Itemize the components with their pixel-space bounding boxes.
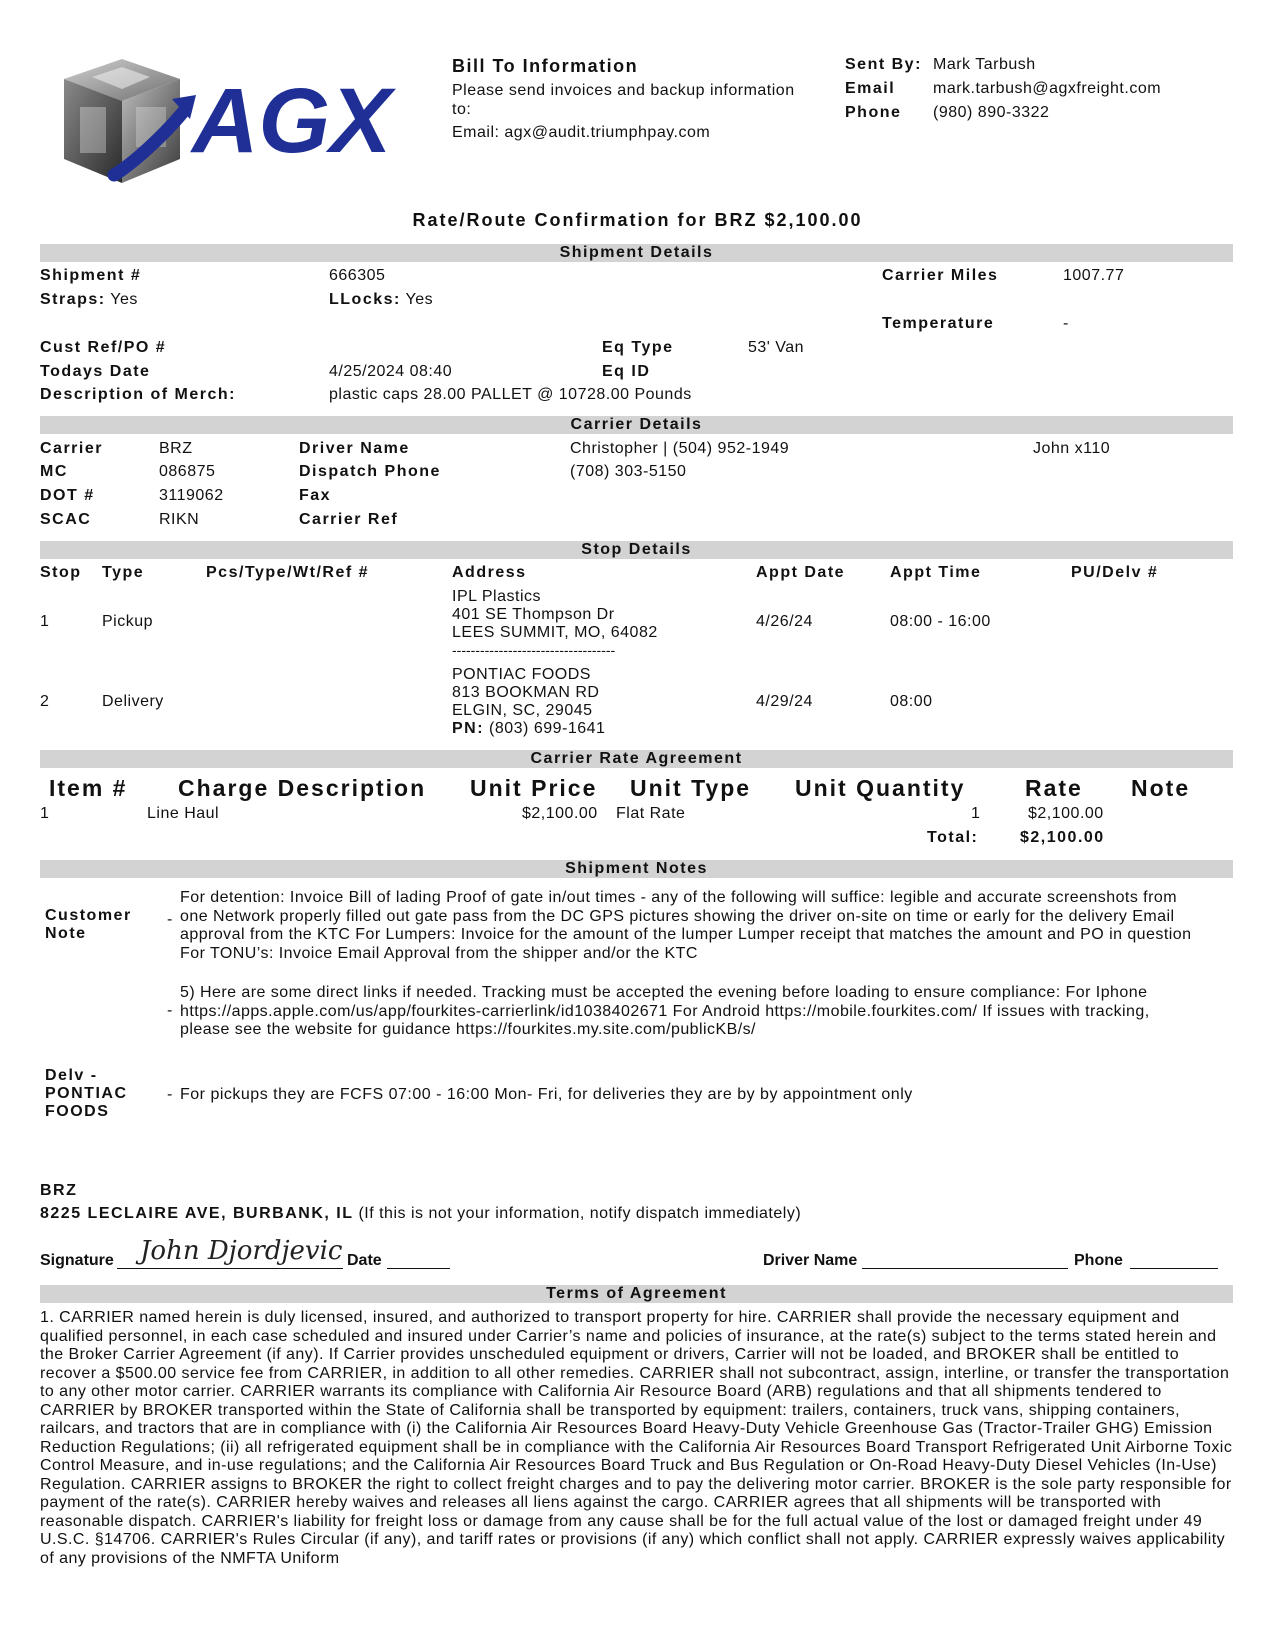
customer-note-label: Customer Note xyxy=(45,907,132,942)
mc-value: 086875 xyxy=(159,463,216,480)
sent-by-label: Sent By: xyxy=(845,56,922,73)
stop-col-pudelv: PU/Delv # xyxy=(1071,564,1159,581)
total-value: $2,100.00 xyxy=(1020,829,1105,846)
mc-label: MC xyxy=(40,463,68,480)
date-label: Date xyxy=(347,1252,382,1269)
rate-col-note: Note xyxy=(1131,775,1191,801)
shipment-no: 666305 xyxy=(329,267,386,284)
shipment-no-label: Shipment # xyxy=(40,267,142,284)
bill-to-line2: to: xyxy=(452,101,472,118)
signature-image: John Djordjevic xyxy=(140,1236,343,1266)
agx-logo xyxy=(52,55,412,205)
total-label: Total: xyxy=(927,829,979,846)
delivery-note-text: For pickups they are FCFS 07:00 - 16:00 Mon- Fri, for deliveries they are by by appointment only xyxy=(180,1086,913,1103)
stop-number: 2 xyxy=(40,693,50,710)
merch-label: Description of Merch: xyxy=(40,386,236,403)
bill-to-email[interactable]: Email: agx@audit.triumphpay.com xyxy=(452,124,711,141)
stop-appt-time: 08:00 xyxy=(890,693,933,710)
rate-desc: Line Haul xyxy=(147,805,220,822)
email-value[interactable]: mark.tarbush@agxfreight.com xyxy=(933,80,1162,97)
carrier-name: BRZ xyxy=(159,440,193,457)
stop-col-pcs: Pcs/Type/Wt/Ref # xyxy=(206,564,370,581)
carrier-miles: 1007.77 xyxy=(1063,267,1125,284)
pn-label: PN: xyxy=(452,720,485,737)
todays-date-label: Todays Date xyxy=(40,363,151,380)
logo-text: AGX xyxy=(192,70,392,172)
phone-label: Phone xyxy=(845,104,902,121)
stop-appt-date: 4/29/24 xyxy=(756,693,813,710)
stop-separator: ----------------------------------- xyxy=(452,642,616,658)
stop-col-stop: Stop xyxy=(40,564,82,581)
rate-unit-price: $2,100.00 xyxy=(522,805,598,822)
phone-value: (980) 890-3322 xyxy=(933,104,1050,121)
eqid-label: Eq ID xyxy=(602,363,651,380)
temperature-label: Temperature xyxy=(882,315,995,332)
rate-col-unit-type: Unit Type xyxy=(630,775,752,801)
carrier-address-name: BRZ xyxy=(40,1182,78,1199)
dot-label: DOT # xyxy=(40,487,95,504)
shipment-notes-header: Shipment Notes xyxy=(40,860,1233,878)
eqtype-label: Eq Type xyxy=(602,339,674,356)
agx-cube-icon xyxy=(52,55,412,205)
carrier-label: Carrier xyxy=(40,440,103,457)
rate-item: 1 xyxy=(40,805,50,822)
stop-address-line1: PONTIAC FOODS xyxy=(452,666,591,683)
stop-appt-time: 08:00 - 16:00 xyxy=(890,613,991,630)
rate-amount: $2,100.00 xyxy=(1028,805,1104,822)
carrier-address-notice: (If this is not your information, notify dispatch immediately) xyxy=(358,1205,802,1222)
stop-details-header: Stop Details xyxy=(40,541,1233,559)
note-dash: - xyxy=(167,1002,173,1019)
terms-text: 1. CARRIER named herein is duly licensed, insured, and authorized to transport property for hire. CARRIER shall provide the necessary equipment and qualified personnel, in each case scheduled and insured under Carrier’s name and policies of insurance, at the rate(s) subject to the terms stated herein and the Broker Carrier Agreement (if any). If Carrier provides unscheduled equipment or drivers, Carrier will not be loaded, and BROKER shall be entitled to recover a $500.00 service fee from CARRIER, in addition to all other remedies. CARRIER shall not subcontract, assign, interline, or transfer the transportation to any other motor carrier. CARRIER warrants its compliance with California Air Resource Board (ARB) regulations and that all shipments tendered to CARRIER by BROKER transported within the State of California shall be transported by equipment: trailers, containers, truck vans, shipping containers, railcars, and tractors that are in compliance with (i) the California Air Resources Board Heavy-Duty Vehicle Greenhouse Gas (Tractor-Trailer GHG) Emission Reduction Regulations; (ii) all refrigerated equipment shall be in compliance with the California Air Resources Board Transport Refrigerated Unit Airborne Toxic Control Measure, and in-use regulations; and the California Air Resources Board Truck and Bus Regulation or On-Road Heavy-Duty Diesel Vehicles (In-Use) Regulation. CARRIER assigns to BROKER the right to collect freight charges and to pay the delivering motor carrier. BROKER is the sole party responsible for payment of the rate(s). CARRIER hereby waives and releases all liens against the cargo. CARRIER agrees that all shipments will be transported with reasonable dispatch. CARRIER's liability for freight loss or damage from any cause shall be for the full actual value of the lost or damaged freight under 49 U.S.C. §14706. CARRIER's Rules Circular (if any), and tariff rates or provisions (if any) which conflict shall not apply. CARRIER expressly waives applicability of any provisions of the NMFTA Uniform xyxy=(40,1309,1233,1567)
llocks-label: LLocks: xyxy=(329,291,401,308)
carrier-ref-label: Carrier Ref xyxy=(299,511,399,528)
bill-to-title: Bill To Information xyxy=(452,56,639,76)
carrier-miles-label: Carrier Miles xyxy=(882,267,999,284)
stop-appt-date: 4/26/24 xyxy=(756,613,813,630)
rate-col-unit-price: Unit Price xyxy=(470,775,598,801)
dot-value: 3119062 xyxy=(159,487,224,504)
dispatch-label: Dispatch Phone xyxy=(299,463,441,480)
rate-col-desc: Charge Description xyxy=(178,775,427,801)
stop-address-line3: LEES SUMMIT, MO, 64082 xyxy=(452,624,658,641)
driver-label: Driver Name xyxy=(299,440,410,457)
scac-label: SCAC xyxy=(40,511,92,528)
note-dash: - xyxy=(167,1086,173,1103)
stop-address-line1: IPL Plastics xyxy=(452,588,541,605)
carrier-contact: John x110 xyxy=(1033,440,1111,457)
eqtype: 53' Van xyxy=(748,339,805,356)
rate-col-unit-qty: Unit Quantity xyxy=(795,775,966,801)
phone-line[interactable] xyxy=(1130,1268,1218,1269)
custref-label: Cust Ref/PO # xyxy=(40,339,167,356)
stop-col-address: Address xyxy=(452,564,527,581)
driver-name-line[interactable] xyxy=(862,1268,1068,1269)
stop-col-appt-time: Appt Time xyxy=(890,564,982,581)
date-line[interactable] xyxy=(387,1268,450,1269)
tracking-note-text: 5) Here are some direct links if needed. Tracking must be accepted the evening before loading to ensure compliance: For Iphone https://apps.apple.com/us/app/fourkites-carrierlink/id1038402671 For Android https://mobile.fourkites.com/ If issues with tracking, please see the website for guidance https://fourkites.my.site.com/publicKB/s/ xyxy=(180,984,1150,1038)
stop-address-line3: ELGIN, SC, 29045 xyxy=(452,702,593,719)
llocks-value: Yes xyxy=(405,291,434,308)
carrier-details-header: Carrier Details xyxy=(40,416,1233,434)
phone-sign-label: Phone xyxy=(1074,1252,1123,1269)
straps-value: Yes xyxy=(110,291,138,308)
rate-agreement-header: Carrier Rate Agreement xyxy=(40,750,1233,768)
sent-by-value: Mark Tarbush xyxy=(933,56,1036,73)
stop-type: Pickup xyxy=(102,613,154,630)
email-label: Email xyxy=(845,80,896,97)
bill-to-line1: Please send invoices and backup information xyxy=(452,82,795,99)
stop-col-appt-date: Appt Date xyxy=(756,564,846,581)
signature-line[interactable] xyxy=(117,1268,343,1269)
stop-type: Delivery xyxy=(102,693,164,710)
shipment-details-header: Shipment Details xyxy=(40,244,1233,262)
carrier-address: 8225 LECLAIRE AVE, BURBANK, IL xyxy=(40,1205,354,1222)
rate-qty: 1 xyxy=(971,805,981,822)
doc-title: Rate/Route Confirmation for BRZ $2,100.00 xyxy=(412,210,863,230)
signature-label: Signature xyxy=(40,1252,114,1269)
terms-header: Terms of Agreement xyxy=(40,1285,1233,1303)
driver-name-label: Driver Name xyxy=(763,1252,858,1269)
todays-date: 4/25/2024 08:40 xyxy=(329,363,453,380)
temperature: - xyxy=(1063,315,1069,332)
dispatch-value: (708) 303-5150 xyxy=(570,463,687,480)
rate-col-item: Item # xyxy=(49,775,128,801)
scac-value: RIKN xyxy=(159,511,200,528)
rate-unit-type: Flat Rate xyxy=(616,805,686,822)
stop-col-type: Type xyxy=(102,564,145,581)
merch: plastic caps 28.00 PALLET @ 10728.00 Pounds xyxy=(329,386,692,403)
stop-address-line2: 813 BOOKMAN RD xyxy=(452,684,600,701)
straps-label: Straps: xyxy=(40,291,106,308)
stop-number: 1 xyxy=(40,613,50,630)
customer-note-text: For detention: Invoice Bill of lading Proof of gate in/out times - any of the following will suffice: legible and accurate screenshots from one Network properly filled out gate pass from the DC GPS pictures showing the driver on-site on time or early for the delivery Email approval from the KTC For Lumpers: Invoice for the amount of the lumper Lumper receipt that matches the amount and PO in question For TONU’s: Invoice Email Approval from the shipper and/or the KTC xyxy=(180,889,1192,962)
delivery-note-label: Delv - PONTIAC FOODS xyxy=(45,1067,128,1120)
rate-col-rate: Rate xyxy=(1025,775,1083,801)
pn-value: (803) 699-1641 xyxy=(489,720,606,737)
note-dash: - xyxy=(167,911,173,928)
stop-address-line2: 401 SE Thompson Dr xyxy=(452,606,615,623)
driver-value: Christopher | (504) 952-1949 xyxy=(570,440,790,457)
fax-label: Fax xyxy=(299,487,332,504)
